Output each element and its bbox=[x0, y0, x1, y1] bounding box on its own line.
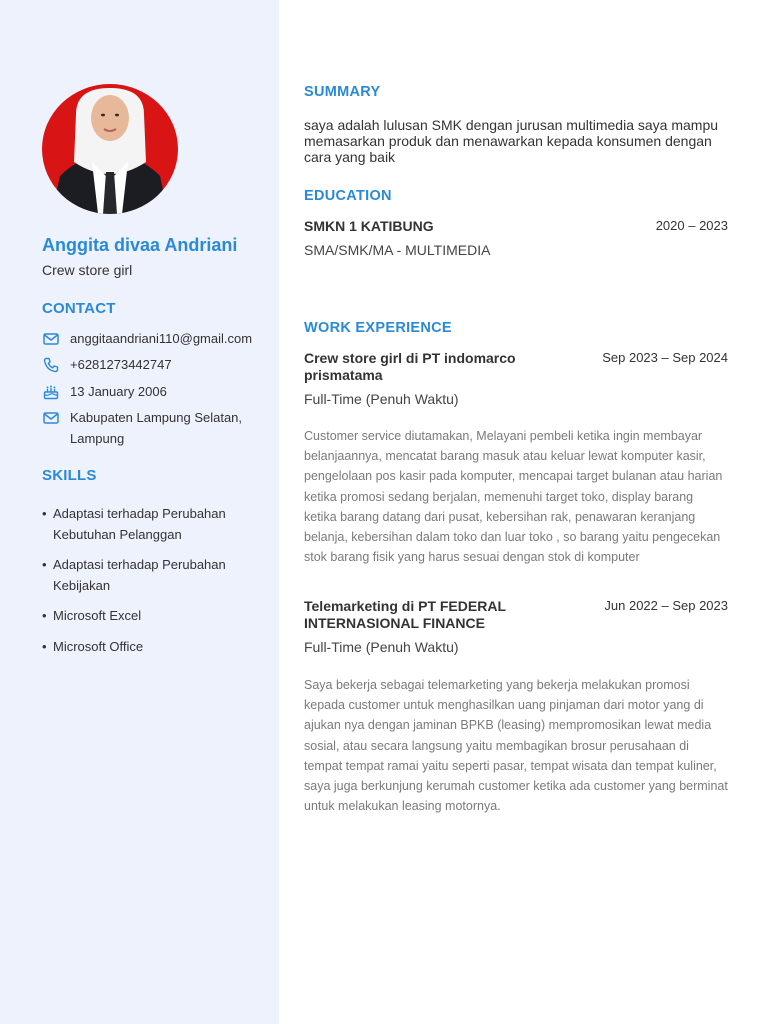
phone-icon bbox=[42, 356, 60, 374]
skill-text: Microsoft Excel bbox=[53, 608, 142, 623]
education-heading: EDUCATION bbox=[304, 188, 392, 204]
contact-address bbox=[42, 407, 267, 449]
education-school: SMKN 1 KATIBUNG bbox=[304, 218, 434, 234]
contact-email[interactable] bbox=[42, 328, 267, 349]
cake-icon bbox=[42, 383, 60, 401]
skills-heading: SKILLS bbox=[42, 467, 97, 484]
profile-role: Crew store girl bbox=[42, 262, 133, 278]
skill-text: Adaptasi terhadap Perubahan Kebijakan bbox=[53, 557, 226, 593]
summary-heading: SUMMARY bbox=[304, 84, 381, 100]
work-title: Crew store girl di PT indomarco prismatama bbox=[304, 350, 516, 383]
work-dates: Sep 2023 – Sep 2024 bbox=[602, 350, 728, 365]
contact-phone-text: +6281273442747 bbox=[70, 357, 172, 372]
contact-email-text: anggitaandriani110@gmail.com bbox=[70, 331, 253, 346]
skill-item: • Microsoft Excel bbox=[42, 605, 267, 626]
work-type: Full-Time (Penuh Waktu) bbox=[304, 391, 459, 407]
avatar bbox=[42, 84, 178, 214]
contact-birthday-text: 13 January 2006 bbox=[70, 384, 167, 399]
contact-birthday bbox=[42, 381, 267, 402]
work-description: Customer service diutamakan, Melayani pembeli ketika ingin membayar belanjaannya, mencatat barang masuk atau keluar lewat komputer kasir, pengelolaan pos kasir pada komputer, mencapai target bulanan atau harian ketika promosi sedang berjalan, memenuhi target toko, display barang ketika barang datang dari pusat, kebersihan rak, penawaran keranjang belanja, kebersihan dalam toko dan luar toko , so barang yaitu pengecekan stok barang fisik yang harus sesuai dengan stok di komputer bbox=[304, 429, 723, 565]
skill-item: • Microsoft Office bbox=[42, 636, 267, 657]
work-description: Saya bekerja sebagai telemarketing yang bekerja melakukan promosi kepada customer untuk menghasilkan uang pinjaman dari motor yang di ajukan nya dengan jaminan BPKB (leasing) mempromosikan lewat media sosial, atau secara langsung yaitu membagikan brosur perusahaan di tempat tempat ramai yaitu seperti pasar, tempat wisata dan tempat kuliner, saya juga berkunjung kerumah customer ketika ada customer yang berminat untuk melakukan leasing motornya. bbox=[304, 678, 728, 814]
work-dates: Jun 2022 – Sep 2023 bbox=[604, 598, 728, 613]
work-heading: WORK EXPERIENCE bbox=[304, 320, 452, 336]
work-type: Full-Time (Penuh Waktu) bbox=[304, 639, 459, 655]
education-dates: 2020 – 2023 bbox=[655, 218, 728, 233]
work-title: Telemarketing di PT FEDERAL INTERNASIONAL FINANCE bbox=[304, 598, 506, 631]
location-mail-icon bbox=[42, 409, 60, 427]
profile-name: Anggita divaa Andriani bbox=[42, 235, 238, 255]
skill-text: Adaptasi terhadap Perubahan Kebutuhan Pelanggan bbox=[53, 506, 226, 542]
contact-phone[interactable] bbox=[42, 354, 267, 375]
contact-address-text: Kabupaten Lampung Selatan, Lampung bbox=[70, 410, 243, 446]
skill-item: • Adaptasi terhadap Perubahan Kebijakan bbox=[42, 554, 267, 596]
education-program: SMA/SMK/MA - MULTIMEDIA bbox=[304, 242, 491, 258]
mail-icon bbox=[42, 330, 60, 348]
profile-photo bbox=[42, 84, 178, 214]
skill-text: Microsoft Office bbox=[53, 639, 144, 654]
contact-heading: CONTACT bbox=[42, 300, 116, 317]
summary-text: saya adalah lulusan SMK dengan jurusan multimedia saya mampu memasarkan produk dan menawarkan kepada konsumen dengan cara yang baik bbox=[304, 117, 719, 165]
skill-item: • Adaptasi terhadap Perubahan Kebutuhan Pelanggan bbox=[42, 503, 267, 545]
